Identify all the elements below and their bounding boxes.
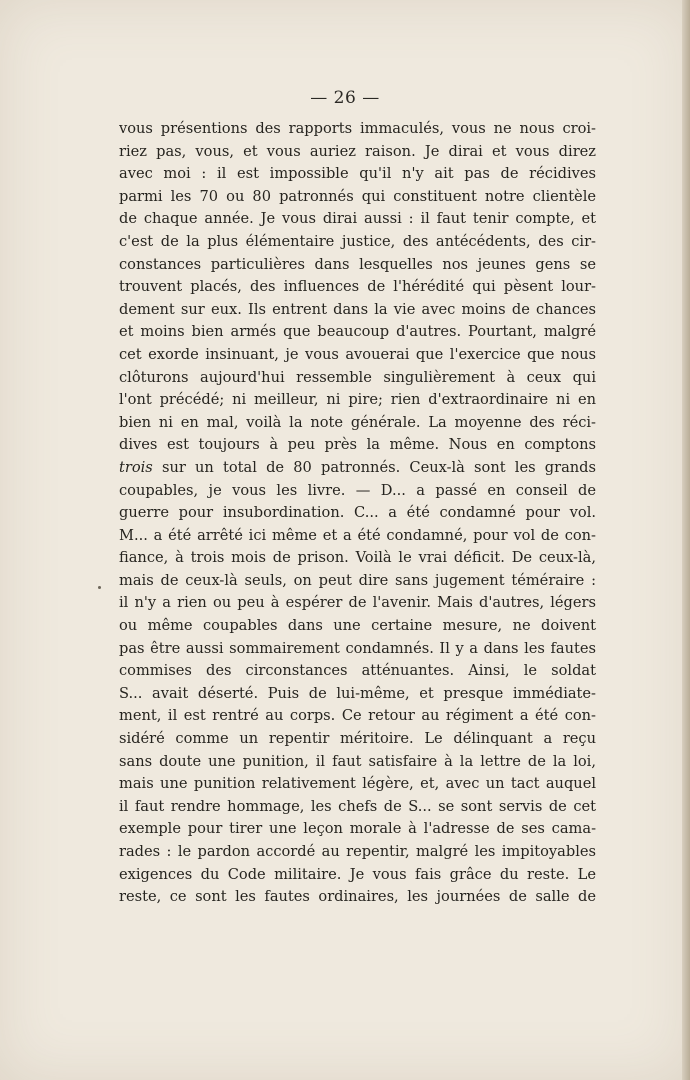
text-line: mais une punition relativement légère, et, avec un tact auquel [119,775,596,793]
text-line-with-italic [119,457,596,480]
text-line: dement sur eux. Ils entrent dans la vie avec moins de chances [119,300,596,318]
page-number: — 26 — [310,88,380,108]
text-line: de chaque année. Je vous dirai aussi : il faut tenir compte, et [119,210,596,228]
text-line: il n'y a rien ou peu à espérer de l'avenir. Mais d'autres, légers [119,594,596,612]
text-line: mais de ceux-là seuls, on peut dire sans jugement téméraire : [119,571,596,589]
text-line: avec moi : il est impossible qu'il n'y ait pas de récidives [119,165,596,183]
text-line: coupables, je vous les livre. — D... a passé en conseil de [119,481,596,499]
text-line: sans doute une punition, il faut satisfaire à la lettre de la loi, [119,752,596,770]
text-line: M... a été arrêté ici même et a été condamné, pour vol de con- [119,526,596,544]
text-line: ment, il est rentré au corps. Ce retour au régiment a été con- [119,707,596,725]
italic-word: trois [119,458,153,476]
text-line: dives est toujours à peu près la même. Nous en comptons [119,436,596,454]
text-line: c'est de la plus élémentaire justice, des antécédents, des cir- [119,232,596,250]
text-line: il faut rendre hommage, les chefs de S... se sont servis de cet [119,797,596,815]
text-line: pas être aussi sommairement condamnés. Il y a dans les fautes [119,639,596,657]
text-line: vous présentions des rapports immaculés, vous ne nous croi- [119,120,596,137]
text-line: cet exorde insinuant, je vous avouerai que l'exercice que nous [119,345,596,363]
text-line: S... avait déserté. Puis de lui-même, et presque immédiate- [119,684,596,702]
text-line: et moins bien armés que beaucoup d'autres. Pourtant, malgré [119,323,596,341]
text-line: bien ni en mal, voilà la note générale. La moyenne des réci- [119,413,596,431]
text-line: fiance, à trois mois de prison. Voilà le vrai déficit. De ceux-là, [119,549,596,567]
ink-speck [98,586,101,589]
text-line: rades : le pardon accordé au repentir, malgré les impitoyables [119,843,596,860]
text-line: riez pas, vous, et vous auriez raison. Je dirai et vous direz [119,142,596,160]
text-line: sidéré comme un repentir méritoire. Le délinquant a reçu [119,730,596,748]
text-line: l'ont précédé; ni meilleur, ni pire; rien d'extraordinaire ni en [119,391,596,409]
body-text [119,118,596,909]
text-line-rest: sur un total de 80 patronnés. Ceux-là sont les grands [161,458,596,476]
text-line: reste, ce sont les fautes ordinaires, les journées de salle de [119,888,596,906]
text-line: constances particulières dans lesquelles nos jeunes gens se [119,255,596,273]
text-line: exigences du Code militaire. Je vous fais grâce du reste. Le [119,865,596,883]
text-line: trouvent placés, des influences de l'hérédité qui pèsent lour- [119,278,596,296]
text-line: commises des circonstances atténuantes. Ainsi, le soldat [119,662,596,680]
text-line: guerre pour insubordination. C... a été condamné pour vol. [119,504,596,522]
text-line: ou même coupables dans une certaine mesure, ne doivent [119,617,596,635]
text-line: exemple pour tirer une leçon morale à l'adresse de ses cama- [119,820,596,838]
text-line: parmi les 70 ou 80 patronnés qui constituent notre clientèle [119,187,596,205]
page-edge [682,0,690,1080]
text-line: clôturons aujourd'hui ressemble singulièrement à ceux qui [119,368,596,386]
